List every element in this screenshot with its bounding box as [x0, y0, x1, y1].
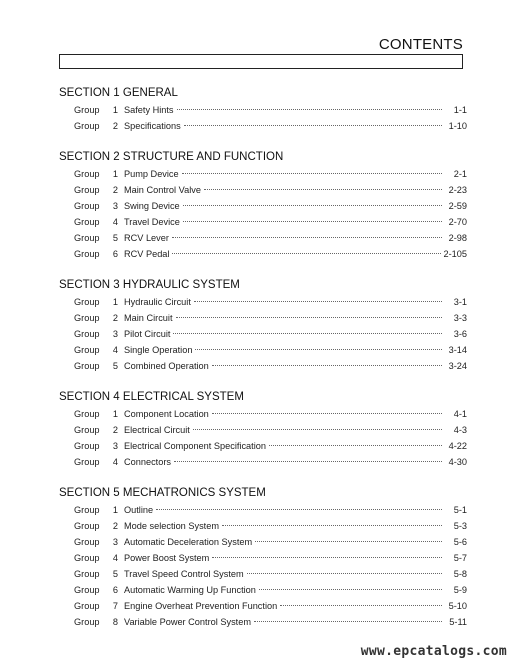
- dot-leader: [177, 109, 442, 110]
- entry-title: Main Circuit: [124, 313, 173, 323]
- dot-leader: [204, 189, 442, 190]
- group-number: 7: [112, 601, 118, 611]
- group-label: Group: [74, 233, 100, 243]
- group-label: Group: [74, 249, 100, 259]
- toc-entry[interactable]: [59, 518, 467, 534]
- dot-leader: [182, 173, 442, 174]
- group-label: Group: [74, 329, 100, 339]
- page-number: 3-3: [453, 313, 467, 323]
- group-number: 6: [112, 249, 118, 259]
- toc-entry[interactable]: [59, 310, 467, 326]
- dot-leader: [212, 413, 442, 414]
- toc-entry[interactable]: [59, 582, 467, 598]
- toc-entry[interactable]: [59, 326, 467, 342]
- toc-entry[interactable]: [59, 358, 467, 374]
- dot-leader: [172, 253, 440, 254]
- page-number: 3-6: [453, 329, 467, 339]
- group-number: 1: [112, 505, 118, 515]
- toc-entry[interactable]: [59, 166, 467, 182]
- dot-leader: [193, 429, 442, 430]
- group-label: Group: [74, 217, 100, 227]
- group-number: 3: [112, 201, 118, 211]
- group-label: Group: [74, 185, 100, 195]
- entry-title: Travel Device: [124, 217, 180, 227]
- page-number: 5-1: [453, 505, 467, 515]
- toc-entry[interactable]: [59, 342, 467, 358]
- page-number: 5-8: [453, 569, 467, 579]
- toc-entry[interactable]: [59, 406, 467, 422]
- entry-title: Automatic Warming Up Function: [124, 585, 256, 595]
- group-label: Group: [74, 601, 100, 611]
- dot-leader: [212, 557, 442, 558]
- section-title: SECTION 1 GENERAL: [59, 87, 178, 99]
- group-number: 3: [112, 441, 118, 451]
- toc-entry[interactable]: [59, 534, 467, 550]
- page-number: 4-1: [453, 409, 467, 419]
- section-2: [59, 150, 467, 262]
- page-number: 2-70: [448, 217, 467, 227]
- dot-leader: [156, 509, 442, 510]
- page-number: 1-10: [448, 121, 467, 131]
- page-number: 5-7: [453, 553, 467, 563]
- group-label: Group: [74, 425, 100, 435]
- group-label: Group: [74, 169, 100, 179]
- page-number: 2-98: [448, 233, 467, 243]
- page-number: 2-23: [448, 185, 467, 195]
- page-title: CONTENTS: [378, 36, 463, 53]
- group-label: Group: [74, 521, 100, 531]
- toc-entry[interactable]: [59, 614, 467, 630]
- toc-entry[interactable]: [59, 550, 467, 566]
- title-rule-box: [59, 54, 463, 69]
- group-number: 1: [112, 169, 118, 179]
- group-label: Group: [74, 361, 100, 371]
- dot-leader: [259, 589, 442, 590]
- section-title: SECTION 5 MECHATRONICS SYSTEM: [59, 487, 266, 499]
- page-number: 2-59: [448, 201, 467, 211]
- page-number: 5-3: [453, 521, 467, 531]
- group-number: 4: [112, 217, 118, 227]
- dot-leader: [183, 205, 442, 206]
- dot-leader: [176, 317, 443, 318]
- toc-entry[interactable]: [59, 294, 467, 310]
- toc-entry[interactable]: [59, 566, 467, 582]
- group-number: 2: [112, 425, 118, 435]
- page-number: 1-1: [453, 105, 467, 115]
- entry-title: Electrical Component Specification: [124, 441, 266, 451]
- group-label: Group: [74, 585, 100, 595]
- toc-entry[interactable]: [59, 102, 467, 118]
- watermark-text: www.epcatalogs.com: [360, 644, 507, 659]
- entry-title: Electrical Circuit: [124, 425, 190, 435]
- entry-title: Variable Power Control System: [124, 617, 251, 627]
- section-4: [59, 390, 467, 470]
- group-label: Group: [74, 457, 100, 467]
- entry-title: Power Boost System: [124, 553, 210, 563]
- entry-title: Travel Speed Control System: [124, 569, 244, 579]
- dot-leader: [254, 621, 442, 622]
- dot-leader: [183, 221, 442, 222]
- toc-entry[interactable]: [59, 198, 467, 214]
- group-label: Group: [74, 617, 100, 627]
- page-number: 4-30: [448, 457, 467, 467]
- dot-leader: [255, 541, 442, 542]
- entry-title: Combined Operation: [124, 361, 209, 371]
- dot-leader: [172, 237, 442, 238]
- dot-leader: [173, 333, 442, 334]
- toc-entry[interactable]: [59, 214, 467, 230]
- entry-title: Connectors: [124, 457, 171, 467]
- group-label: Group: [74, 201, 100, 211]
- entry-title: Engine Overheat Prevention Function: [124, 601, 278, 611]
- section-3: [59, 278, 467, 374]
- entry-title: Single Operation: [124, 345, 193, 355]
- page-number: 4-22: [448, 441, 467, 451]
- group-number: 2: [112, 185, 118, 195]
- group-label: Group: [74, 105, 100, 115]
- entry-title: Component Location: [124, 409, 209, 419]
- group-number: 2: [112, 313, 118, 323]
- entry-title: Automatic Deceleration System: [124, 537, 253, 547]
- entry-title: Pilot Circuit: [124, 329, 171, 339]
- group-label: Group: [74, 121, 100, 131]
- group-number: 1: [112, 297, 118, 307]
- dot-leader: [184, 125, 442, 126]
- group-number: 1: [112, 105, 118, 115]
- toc-entry[interactable]: [59, 182, 467, 198]
- group-number: 5: [112, 569, 118, 579]
- group-number: 8: [112, 617, 118, 627]
- toc-entry[interactable]: [59, 454, 467, 470]
- group-label: Group: [74, 441, 100, 451]
- section-5: [59, 486, 467, 630]
- section-title: SECTION 2 STRUCTURE AND FUNCTION: [59, 151, 284, 163]
- dot-leader: [247, 573, 442, 574]
- group-number: 5: [112, 233, 118, 243]
- group-label: Group: [74, 569, 100, 579]
- dot-leader: [222, 525, 442, 526]
- toc-entry[interactable]: [59, 230, 467, 246]
- entry-title: Mode selection System: [124, 521, 219, 531]
- page-number: 2-1: [453, 169, 467, 179]
- entry-title: Main Control Valve: [124, 185, 201, 195]
- section-title: SECTION 3 HYDRAULIC SYSTEM: [59, 279, 240, 291]
- toc-entry[interactable]: [59, 438, 467, 454]
- group-label: Group: [74, 537, 100, 547]
- group-number: 4: [112, 457, 118, 467]
- entry-title: RCV Pedal: [124, 249, 170, 259]
- entry-title: Outline: [124, 505, 154, 515]
- page-number: 5-6: [453, 537, 467, 547]
- toc-entry[interactable]: [59, 502, 467, 518]
- page-number: 3-14: [448, 345, 467, 355]
- entry-title: Swing Device: [124, 201, 180, 211]
- entry-title: Specifications: [124, 121, 181, 131]
- page-number: 5-11: [449, 617, 467, 627]
- page-number: 5-9: [453, 585, 467, 595]
- group-label: Group: [74, 409, 100, 419]
- group-number: 3: [112, 537, 118, 547]
- group-label: Group: [74, 297, 100, 307]
- toc-entry[interactable]: [59, 118, 467, 134]
- page-number: 2-105: [443, 249, 467, 259]
- page-number: 3-24: [448, 361, 467, 371]
- page-number: 5-10: [448, 601, 467, 611]
- toc-entry[interactable]: [59, 598, 467, 614]
- entry-title: Hydraulic Circuit: [124, 297, 191, 307]
- page-number: 3-1: [453, 297, 467, 307]
- entry-title: Pump Device: [124, 169, 179, 179]
- group-label: Group: [74, 313, 100, 323]
- group-number: 1: [112, 409, 118, 419]
- dot-leader: [195, 349, 442, 350]
- toc-entry[interactable]: [59, 246, 467, 262]
- group-number: 4: [112, 345, 118, 355]
- entry-title: RCV Lever: [124, 233, 169, 243]
- dot-leader: [212, 365, 442, 366]
- dot-leader: [280, 605, 442, 606]
- dot-leader: [174, 461, 442, 462]
- group-number: 2: [112, 121, 118, 131]
- entry-title: Safety Hints: [124, 105, 174, 115]
- group-number: 4: [112, 553, 118, 563]
- page-number: 4-3: [453, 425, 467, 435]
- group-label: Group: [74, 553, 100, 563]
- section-title: SECTION 4 ELECTRICAL SYSTEM: [59, 391, 244, 403]
- toc-entry[interactable]: [59, 422, 467, 438]
- dot-leader: [269, 445, 442, 446]
- group-number: 5: [112, 361, 118, 371]
- section-1: [59, 86, 467, 134]
- dot-leader: [194, 301, 442, 302]
- group-number: 6: [112, 585, 118, 595]
- group-number: 2: [112, 521, 118, 531]
- group-number: 3: [112, 329, 118, 339]
- group-label: Group: [74, 345, 100, 355]
- group-label: Group: [74, 505, 100, 515]
